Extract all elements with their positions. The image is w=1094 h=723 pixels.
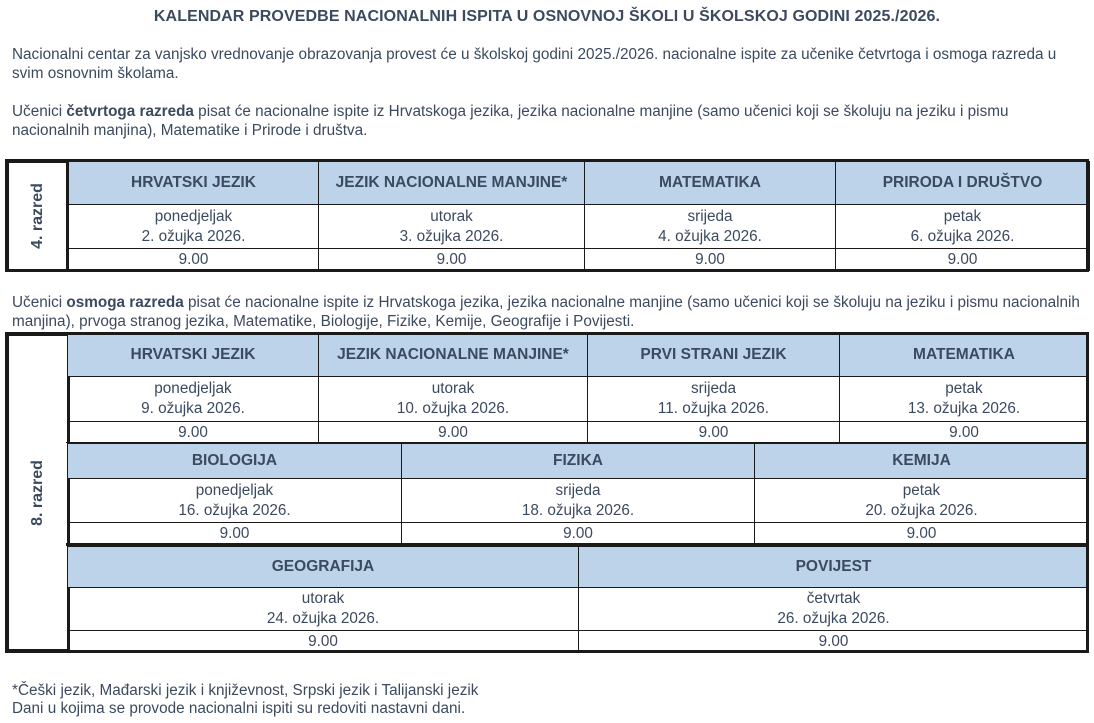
exam-day: petak: [945, 380, 983, 397]
exam-time: 9.00: [68, 631, 579, 653]
subject-header: JEZIK NACIONALNE MANJINE*: [319, 334, 588, 377]
exam-date-cell: [588, 377, 840, 422]
exam-date-cell: [585, 205, 836, 249]
subject-header: BIOLOGIJA: [68, 444, 402, 479]
subject-header: JEZIK NACIONALNE MANJINE*: [319, 162, 585, 205]
grade8-text-before: Učenici: [12, 294, 67, 311]
exam-date: 16. ožujka 2026.: [178, 501, 291, 519]
grade8-text-after: pisat će nacionalne ispite iz Hrvatskoga jezika, jezika nacionalne manjine (samo učenici koji se školuju na jeziku i pismu nacionalnih manjina), prvoga stranog jezika, Matematike, Biologije, Fizike, Kemije, Geografije i Povijesti.: [12, 294, 1080, 330]
subject-header: PRIRODA I DRUŠTVO: [836, 162, 1090, 205]
exam-date: 26. ožujka 2026.: [777, 610, 890, 627]
exam-date-cell: [579, 588, 1089, 631]
grade4-label-cell: [8, 162, 68, 271]
exam-date-cell: [319, 377, 588, 422]
exam-date: 10. ožujka 2026.: [396, 400, 510, 417]
grade8-table-row2: [67, 443, 1089, 545]
exam-time: 9.00: [319, 422, 588, 444]
exam-date-cell: [319, 205, 585, 249]
exam-time: 9.00: [755, 523, 1089, 545]
exam-time: 9.00: [402, 523, 755, 545]
exam-day: petak: [943, 207, 982, 225]
grade4-text-bold: četvrtoga razreda: [66, 103, 194, 120]
exam-date: 4. ožujka 2026.: [658, 227, 762, 245]
grade8-table-row3: [67, 546, 1089, 653]
grade4-text-before: Učenici: [12, 103, 67, 120]
grade4-paragraph: [12, 102, 1082, 140]
exam-date: 11. ožujka 2026.: [657, 400, 770, 417]
exam-date-cell: [68, 588, 579, 631]
exam-day: petak: [902, 481, 941, 499]
subject-header: MATEMATIKA: [585, 162, 836, 205]
exam-time: 9.00: [588, 422, 840, 444]
footnote-languages: *Češki jezik, Mađarski jezik i književnost, Srpski jezik i Talijanski jezik: [12, 682, 479, 699]
exam-time: 9.00: [68, 422, 319, 444]
exam-day: utorak: [431, 380, 475, 397]
subject-header: POVIJEST: [579, 547, 1089, 588]
exam-date-cell: [836, 205, 1090, 249]
exam-time: 9.00: [319, 249, 585, 271]
subject-header: PRVI STRANI JEZIK: [588, 334, 840, 377]
exam-date: 13. ožujka 2026.: [907, 400, 1021, 417]
exam-date-cell: [840, 377, 1089, 422]
exam-date-cell: [755, 479, 1089, 523]
exam-date: 24. ožujka 2026.: [266, 610, 380, 627]
exam-date-cell: [68, 205, 319, 249]
exam-day: srijeda: [555, 481, 601, 499]
exam-day: utorak: [301, 590, 345, 607]
exam-time: 9.00: [68, 523, 402, 545]
exam-date-cell: [402, 479, 755, 523]
exam-time: 9.00: [68, 249, 319, 271]
exam-date: 3. ožujka 2026.: [399, 227, 504, 245]
subject-header: KEMIJA: [755, 444, 1089, 479]
exam-date: 9. ožujka 2026.: [141, 400, 245, 417]
exam-date: 6. ožujka 2026.: [910, 227, 1015, 245]
exam-date-cell: [68, 479, 402, 523]
grade8-table-row1: [67, 333, 1089, 444]
exam-time: 9.00: [585, 249, 836, 271]
exam-day: ponedjeljak: [154, 207, 233, 225]
exam-day: utorak: [430, 207, 473, 225]
exam-time: 9.00: [836, 249, 1090, 271]
grade8-paragraph: [12, 293, 1082, 331]
subject-header: HRVATSKI JEZIK: [68, 334, 319, 377]
exam-date: 20. ožujka 2026.: [865, 501, 978, 519]
exam-date: 2. ožujka 2026.: [141, 227, 246, 245]
grade4-text-after: pisat će nacionalne ispite iz Hrvatskoga jezika, jezika nacionalne manjine (samo učenici koji se školuju na jeziku i pismu nacionalnih manjina), Matematike i Prirode i društva.: [12, 103, 1009, 139]
grade8-label-table: [6, 333, 70, 652]
exam-day: četvrtak: [806, 590, 861, 607]
subject-header: MATEMATIKA: [840, 334, 1089, 377]
exam-date-cell: [68, 377, 319, 422]
exam-time: 9.00: [579, 631, 1089, 653]
exam-day: ponedjeljak: [195, 481, 274, 499]
grade8-label: 8. razred: [29, 459, 46, 526]
exam-day: ponedjeljak: [154, 380, 232, 397]
exam-day: srijeda: [687, 207, 733, 225]
grade8-label-cell: [8, 335, 69, 651]
exam-date: 18. ožujka 2026.: [521, 501, 635, 519]
grade4-label: 4. razred: [28, 183, 46, 249]
subject-header: HRVATSKI JEZIK: [68, 162, 319, 205]
grade4-table: [6, 160, 1090, 272]
exam-time: 9.00: [840, 422, 1089, 444]
subject-header: GEOGRAFIJA: [68, 547, 579, 588]
exam-day: srijeda: [690, 380, 737, 397]
subject-header: FIZIKA: [402, 444, 755, 479]
page-title: KALENDAR PROVEDBE NACIONALNIH ISPITA U OSNOVNOJ ŠKOLI U ŠKOLSKOJ GODINI 2025./2026.: [153, 8, 941, 25]
footnote-school-days: Dani u kojima se provode nacionalni ispiti su redoviti nastavni dani.: [12, 700, 466, 717]
intro-paragraph: Nacionalni centar za vanjsko vrednovanje obrazovanja provest će u školskoj godini 2025./2026. nacionalne ispite za učenike četvrtoga i osmoga razreda u svim osnovnim školama.: [12, 46, 1057, 82]
grade8-text-bold: osmoga razreda: [66, 294, 184, 311]
